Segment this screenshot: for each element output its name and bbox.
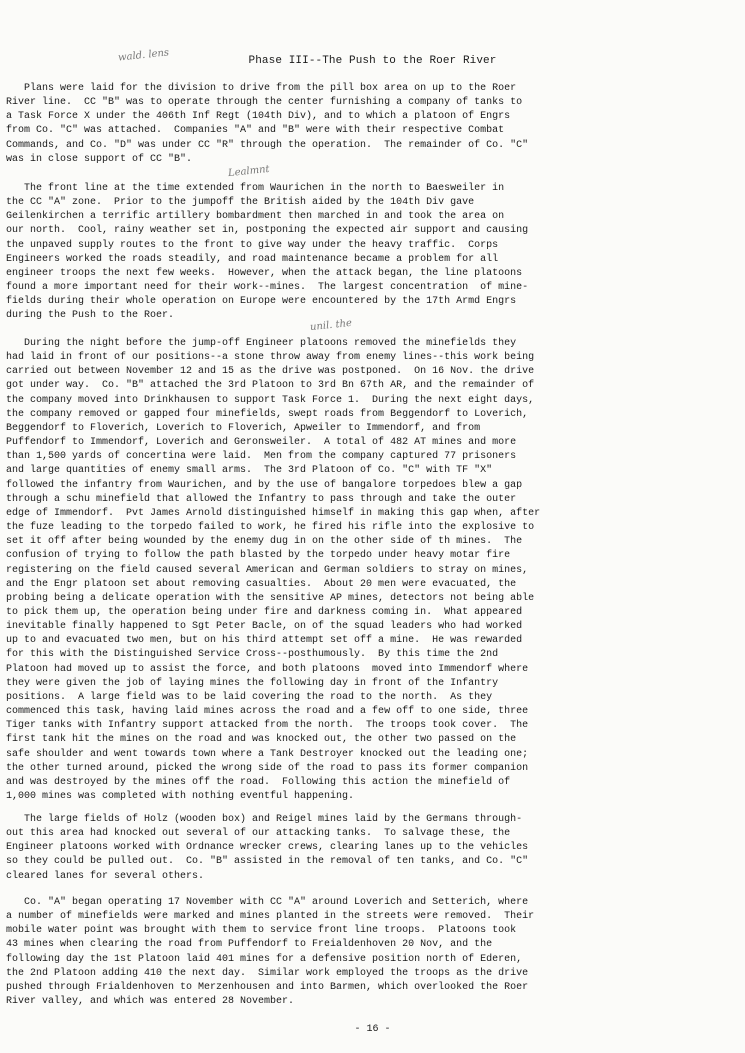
text-line: 1,000 mines was completed with nothing eventful happening. bbox=[0, 791, 355, 802]
text-line: a Task Force X under the 406th Inf Regt (104th Div), and to which a platoon of Engrs bbox=[0, 111, 511, 123]
paragraph-1 bbox=[0, 82, 745, 167]
text-line: Platoon had moved up to assist the force, and both platoons moved into Immendorf where bbox=[0, 663, 529, 675]
text-line: the company removed or gapped four minefields, swept roads from Beggendorf to Loverich, bbox=[0, 408, 529, 420]
text-line: and the Engr platoon set about removing casualties. About 20 men were evacuated, the bbox=[0, 578, 517, 590]
text-line: than 1,500 yards of concertina were laid. Men from the company captured 77 prisoners bbox=[0, 451, 517, 463]
text-line: pushed through Frialdenhoven to Merzenhousen and into Barmen, which overlooked the Roer bbox=[0, 981, 529, 993]
text-line: Commands, and Co. "D" was under CC "R" through the operation. The remainder of Co. "C" bbox=[0, 139, 529, 151]
text-line: Engineer platoons worked with Ordnance wrecker crews, clearing lanes up to the vehicles bbox=[0, 842, 529, 854]
handwritten-note: wald. lens bbox=[117, 47, 170, 64]
text-line: fields during their whole operation on Europe were encountered by the 17th Armd Engrs bbox=[0, 296, 517, 308]
page-title: Phase III--The Push to the Roer River bbox=[248, 55, 497, 67]
paragraph-5 bbox=[0, 896, 745, 1009]
text-line: Plans were laid for the division to drive from the pill box area on up to the Roer bbox=[0, 83, 517, 94]
text-line: positions. A large field was to be laid covering the road to the north. As they bbox=[0, 691, 493, 703]
text-line: the other turned around, picked the wrong side of the road to pass its former companion bbox=[0, 762, 529, 774]
text-line: was in close support of CC "B". bbox=[0, 153, 193, 165]
text-line: confusion of trying to follow the path blasted by the torpedo under heavy motar fire bbox=[0, 550, 511, 562]
text-line: set it off after being wounded by the enemy dug in on the other side of th mines. The bbox=[0, 536, 523, 548]
text-line: River valley, and which was entered 28 November. bbox=[0, 996, 295, 1008]
handwritten-note: Lealmnt bbox=[227, 163, 271, 180]
paragraph-4 bbox=[0, 813, 745, 884]
text-line: through a schu minefield that allowed the Infantry to pass through and take the outer bbox=[0, 493, 517, 505]
text-line: Co. "A" began operating 17 November with CC "A" around Loverich and Setterich, where bbox=[0, 897, 529, 908]
text-line: a number of minefields were marked and mines planted in the streets were removed. Their bbox=[0, 911, 535, 923]
text-line: The large fields of Holz (wooden box) and Reigel mines laid by the Germans through- bbox=[0, 814, 523, 825]
text-line: so they could be pulled out. Co. "B" assisted in the removal of ten tanks, and Co. "C" bbox=[0, 856, 529, 868]
text-line: the 2nd Platoon adding 410 the next day. Similar work employed the troops as the drive bbox=[0, 967, 529, 979]
text-line: out this area had knocked out several of our attacking tanks. To salvage these, the bbox=[0, 828, 511, 840]
text-line: 43 mines when clearing the road from Puffendorf to Freialdenhoven 20 Nov, and the bbox=[0, 939, 493, 951]
handwritten-note: unil. the bbox=[309, 317, 353, 334]
text-line: first tank hit the mines on the road and was knocked out, the other two passed on the bbox=[0, 734, 517, 746]
text-line: engineer troops the next few weeks. However, when the attack began, the line platoons bbox=[0, 267, 523, 279]
text-line: the fuze leading to the torpedo failed to work, he fired his rifle into the explosive to bbox=[0, 522, 535, 534]
text-line: and large quantities of enemy small arms. The 3rd Platoon of Co. "C" with TF "X" bbox=[0, 465, 493, 477]
text-line: up to and evacuated two men, but on his third attempt set off a mine. He was rewarded bbox=[0, 635, 523, 647]
paragraph-3 bbox=[0, 337, 745, 804]
text-line: following day the 1st Platoon laid 401 mines for a defensive position north of Ederen, bbox=[0, 953, 523, 965]
text-line: our north. Cool, rainy weather set in, postponing the expected air support and causing bbox=[0, 225, 529, 237]
text-line: and was destroyed by the mines off the road. Following this action the minefield of bbox=[0, 776, 511, 788]
text-line: followed the infantry from Waurichen, and by the use of bangalore torpedoes blew a gap bbox=[0, 479, 523, 491]
text-line: they were given the job of laying mines the following day in front of the Infantry bbox=[0, 677, 499, 689]
text-line: edge of Immendorf. Pvt James Arnold distinguished himself in making this gap when, after bbox=[0, 507, 541, 519]
text-line: safe shoulder and went towards town where a Tank Destroyer knocked out the leading one; bbox=[0, 748, 529, 760]
text-line: Engineers worked the roads steadily, and road maintenance became a problem for all bbox=[0, 253, 499, 265]
text-line: cleared lanes for several others. bbox=[0, 870, 205, 882]
page-number: - 16 - bbox=[354, 1024, 391, 1035]
text-line: carried out between November 12 and 15 as the drive was postponed. On 16 Nov. the drive bbox=[0, 366, 535, 378]
text-line: from Co. "C" was attached. Companies "A" and "B" were with their respective Combat bbox=[0, 125, 505, 137]
text-line: Beggendorf to Floverich, Loverich to Floverich, Apweiler to Immendorf, and from bbox=[0, 422, 481, 434]
text-line: mobile water point was brought with them to service front line troops. Platoons took bbox=[0, 925, 517, 937]
text-line: the company moved into Drinkhausen to support Task Force 1. During the next eight days, bbox=[0, 394, 535, 406]
text-line: for this with the Distinguished Service Cross--posthumously. By this time the 2nd bbox=[0, 649, 499, 661]
text-line: the CC "A" zone. Prior to the jumpoff the British aided by the 104th Div gave bbox=[0, 197, 475, 209]
text-line: inevitable finally happened to Sgt Peter Bacle, on of the squad leaders who had worked bbox=[0, 621, 523, 633]
text-line: Puffendorf to Immendorf, Loverich and Geronsweiler. A total of 482 AT mines and more bbox=[0, 437, 517, 449]
text-line: the unpaved supply routes to the front to give way under the heavy traffic. Corps bbox=[0, 239, 499, 251]
text-line: registering on the field caused several American and German soldiers to stray on mines, bbox=[0, 564, 529, 576]
text-line: to pick them up, the operation being under fire and darkness coming in. What appeared bbox=[0, 606, 523, 618]
text-line: Geilenkirchen a terrific artillery bombardment then marched in and took the area on bbox=[0, 211, 505, 223]
text-line: commenced this task, having laid mines across the road and a few off to one side, three bbox=[0, 706, 529, 718]
text-line: probing being a delicate operation with the sensitive AP mines, detectors not being able bbox=[0, 592, 535, 604]
text-line: during the Push to the Roer. bbox=[0, 310, 175, 322]
text-line: Tiger tanks with Infantry support attacked from the north. The troops took cover. The bbox=[0, 720, 529, 732]
text-line: River line. CC "B" was to operate through the center furnishing a company of tanks to bbox=[0, 97, 523, 109]
text-line: During the night before the jump-off Engineer platoons removed the minefields they bbox=[0, 338, 517, 349]
text-line: The front line at the time extended from Waurichen in the north to Baesweiler in bbox=[0, 183, 505, 194]
paragraph-2 bbox=[0, 182, 745, 324]
text-line: found a more important need for their work--mines. The largest concentration of mine- bbox=[0, 282, 529, 294]
text-line: had laid in front of our positions--a stone throw away from enemy lines--this work being bbox=[0, 352, 535, 364]
text-line: got under way. Co. "B" attached the 3rd Platoon to 3rd Bn 67th AR, and the remainder of bbox=[0, 380, 535, 392]
